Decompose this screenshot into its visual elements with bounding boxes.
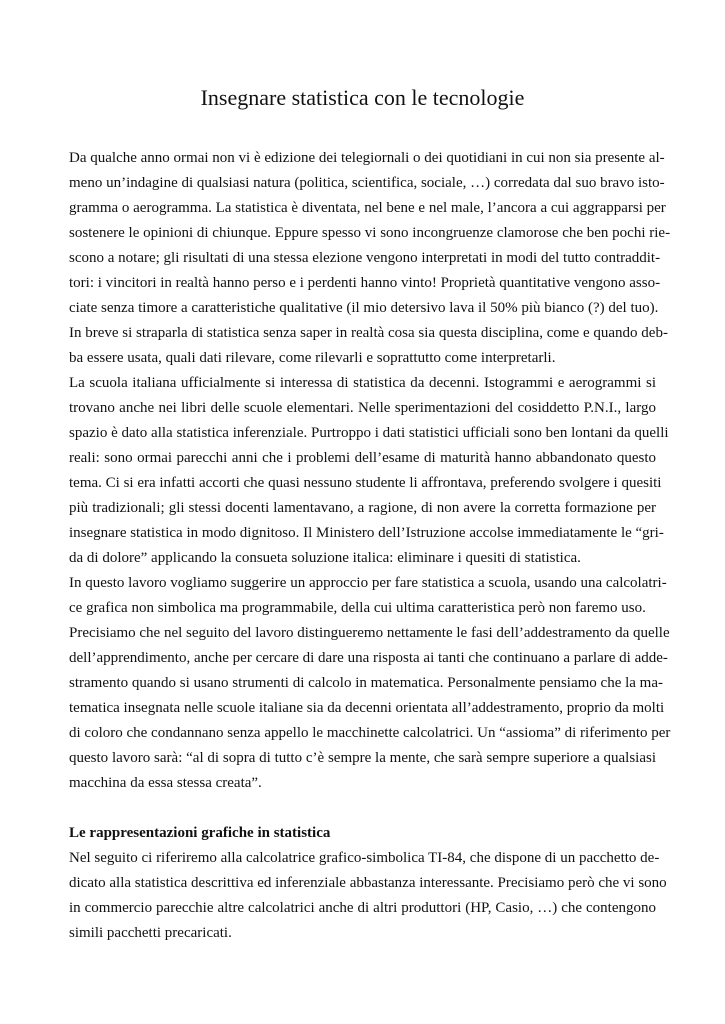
body-line: insegnare statistica in modo dignitoso. Il Ministero dell’Istruzione accolse immediatamente le “gri- bbox=[69, 525, 664, 541]
document-title: Insegnare statistica con le tecnologie bbox=[200, 85, 525, 110]
body-line: più tradizionali; gli stessi docenti lamentavano, a ragione, di non avere la corretta formazione per bbox=[69, 500, 656, 516]
body-line: in commercio parecchie altre calcolatrici anche di altri produttori (HP, Casio, …) che contengono bbox=[69, 900, 656, 916]
body-line: meno un’indagine di qualsiasi natura (politica, scientifica, sociale, …) corredata dal suo bravo isto- bbox=[69, 175, 665, 191]
body-line: La scuola italiana ufficialmente si interessa di statistica da decenni. Istogrammi e aerogrammi si bbox=[69, 375, 656, 391]
body-line: tema. Ci si era infatti accorti che quasi nessuno studente li affrontava, preferendo svolgere i quesiti bbox=[69, 475, 662, 491]
body-line: dicato alla statistica descrittiva ed inferenziale abbastanza interessante. Precisiamo però che vi sono bbox=[69, 875, 667, 891]
body-line: simili pacchetti precaricati. bbox=[69, 925, 232, 941]
body-line: sostenere le opinioni di chiunque. Eppure spesso vi sono incongruenze clamorose che ben pochi rie- bbox=[69, 225, 671, 241]
body-line: ciate senza timore a caratteristiche qualitative (il mio detersivo lava il 50% più bianco (?) del tuo). bbox=[69, 300, 659, 316]
body-line: trovano anche nei libri delle scuole elementari. Nelle sperimentazioni del cosiddetto P.N.I., largo bbox=[69, 400, 656, 416]
body-line: questo lavoro sarà: “al di sopra di tutto c’è sempre la mente, che sarà sempre superiore a qualsiasi bbox=[69, 750, 656, 766]
body-line: di coloro che condannano senza appello le macchinette calcolatrici. Un “assioma” di riferimento per bbox=[69, 725, 671, 741]
body-line: spazio è dato alla statistica inferenziale. Purtroppo i dati statistici ufficiali sono ben lontani da quelli bbox=[69, 425, 669, 441]
body-line: Nel seguito ci riferiremo alla calcolatrice grafico-simbolica TI-84, che dispone di un pacchetto de- bbox=[69, 850, 660, 866]
body-line: scono a notare; gli risultati di una stessa elezione vengono interpretati in modi del tutto contraddit- bbox=[69, 250, 661, 266]
body-line: dell’apprendimento, anche per cercare di dare una risposta ai tanti che continuano a parlare di adde- bbox=[69, 650, 668, 666]
body-line: stramento quando si usano strumenti di calcolo in matematica. Personalmente pensiamo che la ma- bbox=[69, 675, 663, 691]
body-line: ba essere usata, quali dati rilevare, come rilevarli e soprattutto come interpretarli. bbox=[69, 350, 556, 366]
body-line: macchina da essa stessa creata”. bbox=[69, 775, 262, 791]
section-heading: Le rappresentazioni grafiche in statistica bbox=[69, 825, 331, 841]
body-line: Da qualche anno ormai non vi è edizione dei telegiornali o dei quotidiani in cui non sia presente al- bbox=[69, 150, 665, 166]
body-line: tori: i vincitori in realtà hanno perso e i perdenti hanno vinto! Proprietà quantitative vengono asso- bbox=[69, 275, 661, 291]
body-line: In breve si straparla di statistica senza saper in realtà cosa sia questa disciplina, come e quando deb- bbox=[69, 325, 668, 341]
body-line: ce grafica non simbolica ma programmabile, della cui ultima caratteristica però non faremo uso. bbox=[69, 600, 646, 616]
body-line: tematica insegnata nelle scuole italiane sia da decenni orientata all’addestramento, proprio da molti bbox=[69, 700, 665, 716]
body-line: Precisiamo che nel seguito del lavoro distingueremo nettamente le fasi dell’addestramento da quelle bbox=[69, 625, 670, 641]
body-line: reali: sono ormai parecchi anni che i problemi dell’esame di maturità hanno abbandonato questo bbox=[69, 450, 656, 466]
body-line: da di dolore” applicando la consueta soluzione italica: eliminare i quesiti di statistica. bbox=[69, 550, 581, 566]
body-line: gramma o aerogramma. La statistica è diventata, nel bene e nel male, l’ancora a cui aggrapparsi per bbox=[69, 200, 666, 216]
body-line: In questo lavoro vogliamo suggerire un approccio per fare statistica a scuola, usando una calcolatri- bbox=[69, 575, 667, 591]
